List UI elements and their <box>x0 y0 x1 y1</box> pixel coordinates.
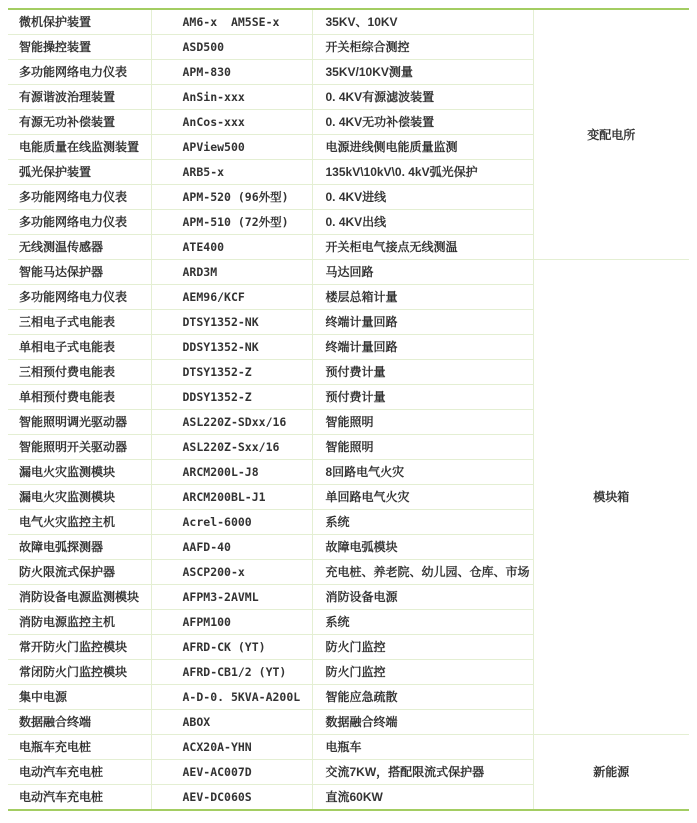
model-cell: APM-510 (72外型) <box>151 210 312 235</box>
model-cell: DTSY1352-NK <box>151 310 312 335</box>
model-cell: ARD3M <box>151 260 312 285</box>
model-cell: AnSin-xxx <box>151 85 312 110</box>
table-row <box>8 9 689 35</box>
device-name-cell: 消防电源监控主机 <box>8 610 151 635</box>
device-name-cell: 智能马达保护器 <box>8 260 151 285</box>
application-cell: 系统 <box>312 610 533 635</box>
model-cell: ATE400 <box>151 235 312 260</box>
application-cell: 智能照明 <box>312 435 533 460</box>
model-cell: AFRD-CB1/2 (YT) <box>151 660 312 685</box>
device-name-cell: 电能质量在线监测装置 <box>8 135 151 160</box>
category-cell: 模块箱 <box>533 260 689 735</box>
device-name-cell: 微机保护装置 <box>19 15 92 29</box>
category-cell: 新能源 <box>533 735 689 811</box>
model-cell: AFPM100 <box>151 610 312 635</box>
model-cell: AM6-x AM5SE-x <box>151 9 312 35</box>
application-cell: 35KV/10KV测量 <box>312 60 533 85</box>
device-name-cell: 无线测温传感器 <box>8 235 151 260</box>
device-name-cell: 电瓶车充电桩 <box>8 735 151 760</box>
device-name-cell: 数据融合终端 <box>8 710 151 735</box>
application-cell: 故障电弧模块 <box>312 535 533 560</box>
application-cell: 电源进线侧电能质量监测 <box>312 135 533 160</box>
device-name-cell: 电动汽车充电桩 <box>8 760 151 785</box>
device-name-cell: 三相预付费电能表 <box>8 360 151 385</box>
model-cell: A-D-0. 5KVA-A200L <box>151 685 312 710</box>
model-cell: Acrel-6000 <box>151 510 312 535</box>
application-cell: 开关柜电气接点无线测温 <box>312 235 533 260</box>
model-cell: ASCP200-x <box>151 560 312 585</box>
category-cell: 变配电所 <box>533 9 689 260</box>
application-cell: 防火门监控 <box>312 660 533 685</box>
device-name-cell: 集中电源 <box>8 685 151 710</box>
application-cell: 35KV、10KV <box>312 9 533 35</box>
device-name-cell: 单相电子式电能表 <box>8 335 151 360</box>
device-name-cell: 常闭防火门监控模块 <box>8 660 151 685</box>
model-cell: AFPM3-2AVML <box>151 585 312 610</box>
model-cell: APM-520 (96外型) <box>151 185 312 210</box>
model-cell: DTSY1352-Z <box>151 360 312 385</box>
device-name-cell: 有源无功补偿装置 <box>8 110 151 135</box>
table-row <box>8 735 689 760</box>
model-cell: AFRD-CK (YT) <box>151 635 312 660</box>
device-name-cell: 常开防火门监控模块 <box>8 635 151 660</box>
device-name-cell: 多功能网络电力仪表 <box>8 210 151 235</box>
product-table-body <box>8 9 689 810</box>
device-name-cell: 有源谐波治理装置 <box>8 85 151 110</box>
model-cell: ARCM200L-J8 <box>151 460 312 485</box>
device-name-cell: 智能照明开关驱动器 <box>8 435 151 460</box>
device-name-cell: 漏电火灾监测模块 <box>8 460 151 485</box>
model-cell: AnCos-xxx <box>151 110 312 135</box>
application-cell: 0. 4KV出线 <box>312 210 533 235</box>
device-name-cell: 多功能网络电力仪表 <box>8 285 151 310</box>
model-cell: APView500 <box>151 135 312 160</box>
model-cell: ASD500 <box>151 35 312 60</box>
device-name-cell: 三相电子式电能表 <box>8 310 151 335</box>
device-name-cell: 多功能网络电力仪表 <box>8 60 151 85</box>
product-table <box>8 8 689 811</box>
model-cell: ASL220Z-Sxx/16 <box>151 435 312 460</box>
application-cell: 0. 4KV进线 <box>312 185 533 210</box>
application-cell: 终端计量回路 <box>312 335 533 360</box>
application-cell: 单回路电气火灾 <box>312 485 533 510</box>
table-row <box>8 260 689 285</box>
application-cell: 8回路电气火灾 <box>312 460 533 485</box>
model-cell: ACX20A-YHN <box>151 735 312 760</box>
device-name-cell: 多功能网络电力仪表 <box>8 185 151 210</box>
model-cell: AEV-AC007D <box>151 760 312 785</box>
application-cell: 开关柜综合测控 <box>312 35 533 60</box>
model-cell: DDSY1352-NK <box>151 335 312 360</box>
device-name-cell: 单相预付费电能表 <box>8 385 151 410</box>
application-cell: 预付费计量 <box>312 385 533 410</box>
application-cell: 系统 <box>312 510 533 535</box>
application-cell: 预付费计量 <box>312 360 533 385</box>
model-cell: ARCM200BL-J1 <box>151 485 312 510</box>
model-cell: ABOX <box>151 710 312 735</box>
application-cell: 数据融合终端 <box>312 710 533 735</box>
application-cell: 直流60KW <box>312 785 533 811</box>
model-cell: ARB5-x <box>151 160 312 185</box>
device-name-cell: 防火限流式保护器 <box>8 560 151 585</box>
device-name-cell: 智能照明调光驱动器 <box>8 410 151 435</box>
application-cell: 楼层总箱计量 <box>312 285 533 310</box>
application-cell: 电瓶车 <box>312 735 533 760</box>
application-cell: 消防设备电源 <box>312 585 533 610</box>
device-name-cell: 故障电弧探测器 <box>8 535 151 560</box>
application-cell: 交流7KW，搭配限流式保护器 <box>312 760 533 785</box>
device-name-cell: 电气火灾监控主机 <box>8 510 151 535</box>
application-cell: 智能应急疏散 <box>312 685 533 710</box>
device-name-cell: 电动汽车充电桩 <box>8 785 151 811</box>
model-cell: ASL220Z-SDxx/16 <box>151 410 312 435</box>
application-cell: 0. 4KV有源滤波装置 <box>312 85 533 110</box>
device-name-cell: 智能操控装置 <box>8 35 151 60</box>
device-name-cell: 弧光保护装置 <box>8 160 151 185</box>
model-cell: APM-830 <box>151 60 312 85</box>
model-cell: DDSY1352-Z <box>151 385 312 410</box>
application-cell: 智能照明 <box>312 410 533 435</box>
application-cell: 充电桩、养老院、幼儿园、仓库、市场 <box>312 560 533 585</box>
application-cell: 135kV\10kV\0. 4kV弧光保护 <box>312 160 533 185</box>
model-cell: AEV-DC060S <box>151 785 312 811</box>
application-cell: 终端计量回路 <box>312 310 533 335</box>
application-cell: 马达回路 <box>312 260 533 285</box>
model-cell: AAFD-40 <box>151 535 312 560</box>
model-cell: AEM96/KCF <box>151 285 312 310</box>
device-name-cell: 漏电火灾监测模块 <box>8 485 151 510</box>
device-name-cell: 消防设备电源监测模块 <box>8 585 151 610</box>
application-cell: 0. 4KV无功补偿装置 <box>312 110 533 135</box>
application-cell: 防火门监控 <box>312 635 533 660</box>
